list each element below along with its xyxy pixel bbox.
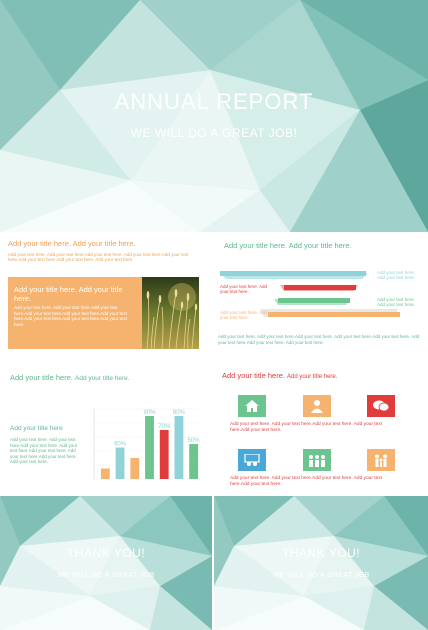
report-title: ANNUAL REPORT [114, 89, 314, 114]
chart-bar [175, 416, 184, 479]
bar-chart [90, 405, 205, 483]
orange-text-box [8, 277, 142, 349]
chart-subtitle: Add your title here [10, 425, 63, 432]
slide-title [222, 371, 337, 380]
data-label: 80% [172, 410, 185, 416]
data-label: 60% [114, 441, 127, 448]
data-label: 50% [187, 438, 200, 444]
home-icon [238, 395, 266, 417]
title-small: Add your title here. [287, 374, 338, 380]
thank-you-subtitle: WE WILL DO A GREAT JOB [57, 572, 155, 579]
icon-caption-2: Add your text here. Add your text here.Add your text here. Add your text here.Add your text here. [230, 476, 382, 487]
icon-caption-1: Add your text here. Add your text here.Add your text here. Add your text here.Add your text here. [230, 422, 382, 433]
presentation-icon [238, 449, 266, 471]
slide-title: Add your title here. Add your title here. [8, 239, 136, 248]
title-slide[interactable] [0, 0, 428, 232]
slide-body-text: Add your text here. Add your text here Add your text here. Add your text here.Add your text here.Add your text here.Add your text here. Add your text here. [8, 252, 189, 263]
title-small: Add your title here. [75, 375, 130, 382]
thank-you-slide-2[interactable] [214, 496, 428, 630]
family-icon [367, 449, 395, 471]
data-label: 90% [143, 410, 156, 416]
polygon-background [0, 0, 428, 232]
thank-you-slide-1[interactable] [0, 496, 212, 630]
slide-title [10, 373, 130, 382]
title-main: Add your title here. [10, 373, 73, 382]
chart-bar [116, 448, 125, 480]
chat-icon [367, 395, 395, 417]
box-title: Add your title here. Add your title here. [14, 285, 123, 303]
box-body-text: Add your text here. Add your text here.Add your text here.Add your text here.Add your text here.Add your text here.Add your text here.Add your text here.Add your text here. [14, 305, 127, 327]
thank-you-title: THANK YOU! [66, 546, 146, 560]
group-icon [303, 449, 331, 471]
person-icon [303, 395, 331, 417]
slide-3d-bars[interactable] [214, 233, 428, 361]
slide-text-photo[interactable] [0, 233, 213, 361]
slide-title: Add your title here. Add your title here. [224, 241, 352, 250]
slide-icons[interactable] [214, 365, 428, 493]
bar-label-1: Add your text here. Add your text here. [377, 270, 416, 281]
chart-bar [189, 444, 198, 479]
chart-bar [160, 430, 169, 479]
slide-bar-chart[interactable] [0, 365, 213, 493]
title-main: Add your title here. [222, 371, 285, 380]
thank-you-title: THANK YOU! [281, 546, 361, 560]
data-label: 70% [158, 424, 171, 430]
bar-label-2: Add your text here. Add your text here. [220, 284, 268, 295]
chart-bar [101, 469, 110, 480]
bar-label-3: Add your text here. Add your text here. [377, 297, 416, 308]
thank-you-subtitle: WE WILL DO A GREAT JOB [272, 572, 370, 579]
polygon-background [214, 496, 428, 630]
chart-bar [130, 458, 139, 479]
report-subtitle: WE WILL DO A GREAT JOB! [130, 126, 298, 140]
grass-photo [142, 277, 199, 349]
chart-description: Add your text here. Add your text here.Add your text here. Add your text here.Add your text here. Add your text here.Add your text here. Add your text here. [10, 437, 78, 464]
slide-footer-text: Add your text here. Add your text here.Add your text here. Add your text here.Add your text here. Add your text here.Add your text here. Add your text here. [218, 334, 420, 345]
chart-bar [145, 416, 154, 479]
polygon-background [0, 496, 212, 630]
bar-label-4: Add your text here. Add your text here. [220, 310, 268, 321]
